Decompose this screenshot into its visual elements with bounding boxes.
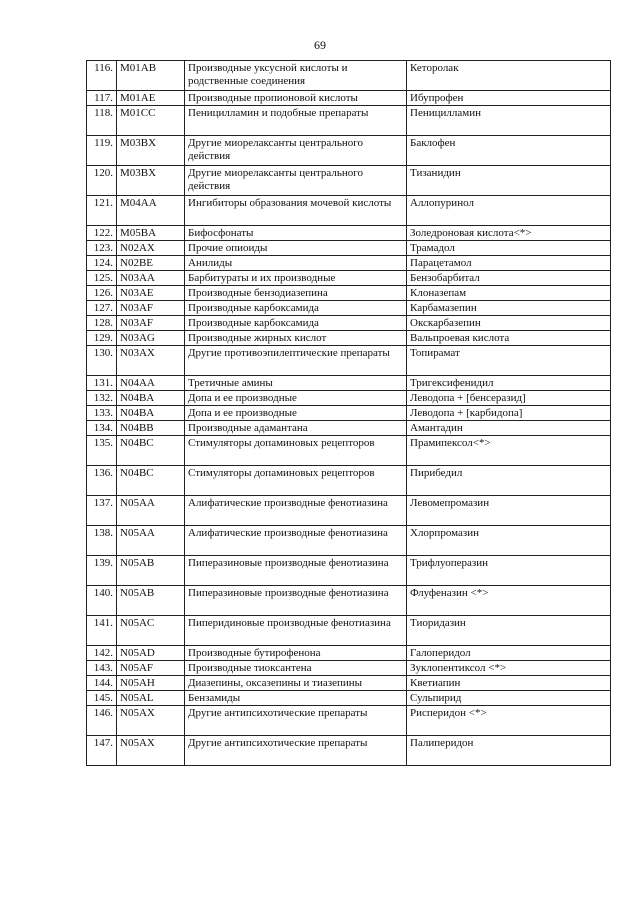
drug-group-cell: Допа и ее производные <box>185 406 407 421</box>
row-number-cell: 144. <box>87 676 117 691</box>
atc-code-cell: M01CC <box>117 106 185 136</box>
drug-name-cell: Леводопа + [бенсеразид] <box>407 391 611 406</box>
table-row <box>87 661 611 676</box>
table-row <box>87 646 611 661</box>
drug-group-cell: Пиперидиновые производные фенотиазина <box>185 616 407 646</box>
row-number-cell: 129. <box>87 331 117 346</box>
atc-code-cell: M03BX <box>117 136 185 166</box>
page-number: 69 <box>314 38 326 52</box>
table-row <box>87 406 611 421</box>
row-number-cell: 131. <box>87 376 117 391</box>
table-row <box>87 736 611 766</box>
drug-group-cell: Производные пропионовой кислоты <box>185 91 407 106</box>
row-number-cell: 142. <box>87 646 117 661</box>
atc-code-cell: N04BA <box>117 406 185 421</box>
table-row <box>87 316 611 331</box>
atc-code-cell: N04BC <box>117 436 185 466</box>
atc-code-cell: M05BA <box>117 226 185 241</box>
table-row <box>87 421 611 436</box>
row-number-cell: 147. <box>87 736 117 766</box>
atc-code-cell: M03BX <box>117 166 185 196</box>
row-number-cell: 127. <box>87 301 117 316</box>
row-number-cell: 134. <box>87 421 117 436</box>
table-row <box>87 61 611 91</box>
atc-code-cell: N05AA <box>117 496 185 526</box>
drug-name-cell: Аллопуринол <box>407 196 611 226</box>
drug-group-cell: Другие миорелаксанты центрального действия <box>185 166 407 196</box>
table-row <box>87 586 611 616</box>
drug-name-cell: Флуфеназин <*> <box>407 586 611 616</box>
table-row <box>87 241 611 256</box>
table-row <box>87 346 611 376</box>
drug-name-cell: Тизанидин <box>407 166 611 196</box>
table-row <box>87 706 611 736</box>
drug-group-cell: Производные адамантана <box>185 421 407 436</box>
drug-name-cell: Окскарбазепин <box>407 316 611 331</box>
table-row <box>87 616 611 646</box>
atc-code-cell: N04BC <box>117 466 185 496</box>
table-row <box>87 391 611 406</box>
row-number-cell: 120. <box>87 166 117 196</box>
atc-code-cell: N05AC <box>117 616 185 646</box>
drug-group-cell: Анилиды <box>185 256 407 271</box>
row-number-cell: 136. <box>87 466 117 496</box>
row-number-cell: 117. <box>87 91 117 106</box>
atc-code-cell: N03AF <box>117 301 185 316</box>
drug-group-cell: Производные жирных кислот <box>185 331 407 346</box>
atc-code-cell: N05AB <box>117 556 185 586</box>
atc-code-cell: N03AG <box>117 331 185 346</box>
table-row <box>87 691 611 706</box>
drug-group-cell: Допа и ее производные <box>185 391 407 406</box>
row-number-cell: 119. <box>87 136 117 166</box>
drug-group-cell: Производные уксусной кислоты и родственные соединения <box>185 61 407 91</box>
atc-code-cell: N02BE <box>117 256 185 271</box>
atc-code-cell: N02AX <box>117 241 185 256</box>
drug-group-cell: Стимуляторы допаминовых рецепторов <box>185 466 407 496</box>
atc-code-cell: N05AL <box>117 691 185 706</box>
row-number-cell: 125. <box>87 271 117 286</box>
drug-group-cell: Производные карбоксамида <box>185 316 407 331</box>
drug-name-cell: Хлорпромазин <box>407 526 611 556</box>
row-number-cell: 140. <box>87 586 117 616</box>
drug-name-cell: Вальпроевая кислота <box>407 331 611 346</box>
table-row <box>87 106 611 136</box>
table-row <box>87 256 611 271</box>
drug-name-cell: Кветиапин <box>407 676 611 691</box>
drug-name-cell: Пирибедил <box>407 466 611 496</box>
atc-code-cell: N05AD <box>117 646 185 661</box>
table-row <box>87 226 611 241</box>
drug-group-cell: Бензамиды <box>185 691 407 706</box>
drug-name-cell: Зуклопентиксол <*> <box>407 661 611 676</box>
table-row <box>87 286 611 301</box>
drug-name-cell: Карбамазепин <box>407 301 611 316</box>
table-row <box>87 496 611 526</box>
drug-group-cell: Алифатические производные фенотиазина <box>185 496 407 526</box>
row-number-cell: 128. <box>87 316 117 331</box>
drug-group-cell: Пиперазиновые производные фенотиазина <box>185 586 407 616</box>
atc-code-cell: N03AX <box>117 346 185 376</box>
table-row <box>87 331 611 346</box>
row-number-cell: 122. <box>87 226 117 241</box>
table-row <box>87 436 611 466</box>
drug-name-cell: Палиперидон <box>407 736 611 766</box>
row-number-cell: 116. <box>87 61 117 91</box>
drug-group-cell: Диазепины, оксазепины и тиазепины <box>185 676 407 691</box>
row-number-cell: 137. <box>87 496 117 526</box>
drug-group-cell: Другие противоэпилептические препараты <box>185 346 407 376</box>
table-row <box>87 466 611 496</box>
drug-name-cell: Трифлуоперазин <box>407 556 611 586</box>
drug-name-cell: Кеторолак <box>407 61 611 91</box>
drug-group-cell: Другие миорелаксанты центрального действия <box>185 136 407 166</box>
row-number-cell: 132. <box>87 391 117 406</box>
atc-code-cell: N05AB <box>117 586 185 616</box>
row-number-cell: 138. <box>87 526 117 556</box>
atc-code-cell: N04BB <box>117 421 185 436</box>
row-number-cell: 146. <box>87 706 117 736</box>
row-number-cell: 139. <box>87 556 117 586</box>
row-number-cell: 124. <box>87 256 117 271</box>
drug-group-cell: Другие антипсихотические препараты <box>185 736 407 766</box>
drug-group-cell: Ингибиторы образования мочевой кислоты <box>185 196 407 226</box>
drug-name-cell: Баклофен <box>407 136 611 166</box>
table-row <box>87 271 611 286</box>
drug-name-cell: Трамадол <box>407 241 611 256</box>
drug-name-cell: Левомепромазин <box>407 496 611 526</box>
table-row <box>87 136 611 166</box>
drug-group-cell: Производные тиоксантена <box>185 661 407 676</box>
row-number-cell: 133. <box>87 406 117 421</box>
drug-name-cell: Тиоридазин <box>407 616 611 646</box>
atc-code-cell: M01AE <box>117 91 185 106</box>
row-number-cell: 121. <box>87 196 117 226</box>
drug-name-cell: Амантадин <box>407 421 611 436</box>
drug-name-cell: Сульпирид <box>407 691 611 706</box>
drug-name-cell: Бензобарбитал <box>407 271 611 286</box>
drug-name-cell: Парацетамол <box>407 256 611 271</box>
drug-group-cell: Стимуляторы допаминовых рецепторов <box>185 436 407 466</box>
atc-code-cell: M04AA <box>117 196 185 226</box>
row-number-cell: 118. <box>87 106 117 136</box>
atc-code-cell: N05AF <box>117 661 185 676</box>
table-row <box>87 526 611 556</box>
drug-group-cell: Пиперазиновые производные фенотиазина <box>185 556 407 586</box>
row-number-cell: 130. <box>87 346 117 376</box>
drug-group-cell: Прочие опиоиды <box>185 241 407 256</box>
atc-code-cell: N04AA <box>117 376 185 391</box>
drug-name-cell: Галоперидол <box>407 646 611 661</box>
atc-code-cell: M01AB <box>117 61 185 91</box>
drug-group-cell: Барбитураты и их производные <box>185 271 407 286</box>
row-number-cell: 143. <box>87 661 117 676</box>
table-row <box>87 196 611 226</box>
drug-group-cell: Производные бензодиазепина <box>185 286 407 301</box>
drug-group-cell: Производные карбоксамида <box>185 301 407 316</box>
drug-group-cell: Третичные амины <box>185 376 407 391</box>
drug-table-body <box>87 61 611 766</box>
atc-code-cell: N05AX <box>117 706 185 736</box>
drug-name-cell: Леводопа + [карбидопа] <box>407 406 611 421</box>
row-number-cell: 141. <box>87 616 117 646</box>
atc-code-cell: N03AA <box>117 271 185 286</box>
row-number-cell: 123. <box>87 241 117 256</box>
atc-code-cell: N05AH <box>117 676 185 691</box>
table-row <box>87 166 611 196</box>
table-row <box>87 376 611 391</box>
drug-name-cell: Топирамат <box>407 346 611 376</box>
table-row <box>87 676 611 691</box>
atc-code-cell: N03AF <box>117 316 185 331</box>
drug-group-cell: Бифосфонаты <box>185 226 407 241</box>
drug-name-cell: Пеницилламин <box>407 106 611 136</box>
drug-name-cell: Прамипексол<*> <box>407 436 611 466</box>
drug-group-cell: Производные бутирофенона <box>185 646 407 661</box>
drug-name-cell: Золедроновая кислота<*> <box>407 226 611 241</box>
drug-group-cell: Алифатические производные фенотиазина <box>185 526 407 556</box>
drug-name-cell: Ибупрофен <box>407 91 611 106</box>
row-number-cell: 145. <box>87 691 117 706</box>
table-row <box>87 556 611 586</box>
drug-group-cell: Другие антипсихотические препараты <box>185 706 407 736</box>
drug-group-cell: Пеницилламин и подобные препараты <box>185 106 407 136</box>
atc-code-cell: N03AE <box>117 286 185 301</box>
drug-name-cell: Рисперидон <*> <box>407 706 611 736</box>
atc-code-cell: N05AA <box>117 526 185 556</box>
table-row <box>87 301 611 316</box>
drug-name-cell: Тригексифенидил <box>407 376 611 391</box>
drug-name-cell: Клоназепам <box>407 286 611 301</box>
drug-table <box>86 60 611 766</box>
atc-code-cell: N05AX <box>117 736 185 766</box>
atc-code-cell: N04BA <box>117 391 185 406</box>
table-row <box>87 91 611 106</box>
row-number-cell: 126. <box>87 286 117 301</box>
row-number-cell: 135. <box>87 436 117 466</box>
